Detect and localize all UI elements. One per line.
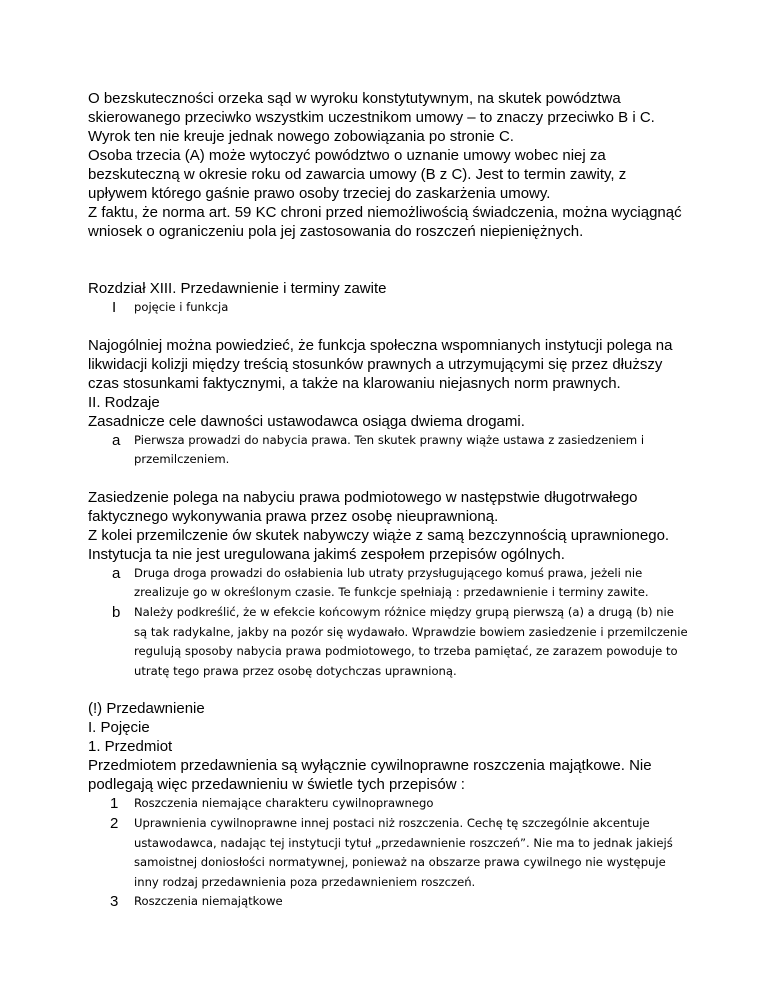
list-item-text: Uprawnienia cywilnoprawne innej postaci niż roszczenia. Cechę tę szczególnie akcentuje ustawodawca, nadając tej instytucji tytuł „przedawnienie roszczeń”. Nie ma to jednak jakiejś samoistnej doniosłości normatywnej, ponieważ na obszarze prawa cywilnego nie występuje inny rodzaj przedawnienia poza przedawnieniem roszczeń. (134, 815, 673, 889)
list-item-text: Należy podkreślić, że w efekcie końcowym różnice między grupą pierwszą (a) a drugą (b) nie są tak radykalne, jakby na pozór się wydawało. Wprawdzie bowiem zasiedzenie i przemilczenie regulują sposoby nabycia prawa podmiotowego, to trzeba pamiętać, ze zarazem powoduje to utratę tego prawa przez osobę dotychczas uprawnioną. (134, 604, 688, 678)
list-marker: 2 (110, 814, 119, 832)
list-item-text: pojęcie i funkcja (134, 300, 229, 314)
zasiedzenie-paragraph: Zasiedzenie polega na nabyciu prawa podmiotowego w następstwie długotrwałego faktycznego wykonywania prawa przez osobę nieuprawnioną. (88, 488, 638, 525)
list-item-numbered-3 (110, 892, 688, 912)
list-item-a-1 (112, 431, 688, 470)
limitation-subheading-1: I. Pojęcie (88, 719, 150, 737)
chapter-title: Rozdział XIII. Przedawnienie i terminy zawite (88, 280, 387, 297)
spacer (88, 241, 688, 279)
list-marker: a (112, 431, 121, 449)
limitation-heading: (!) Przedawnienie (88, 700, 205, 718)
list-item-numbered-2 (110, 814, 688, 892)
list-item-text: Roszczenia niemające charakteru cywilnoprawnego (134, 796, 434, 811)
list-marker: 3 (110, 893, 119, 911)
list-item-text: Pierwsza prowadzi do nabycia prawa. Ten skutek prawny wiąże ustawa z zasiedzeniem i przemilczeniem. (134, 432, 645, 467)
przemilczenie-paragraph-1: Z kolei przemilczenie ów skutek nabywczy wiąże z samą bezczynnością uprawnionego. (88, 526, 670, 544)
list-marker: 1 (110, 795, 119, 813)
list-marker: b (112, 603, 121, 621)
list-item-text: Druga droga prowadzi do osłabienia lub utraty przysługującego komuś prawa, jeżeli nie zrealizuje go w określonym czasie. Te funkcje spełniają : przedawnienie i terminy zawite. (134, 565, 649, 600)
list-item-text: Roszczenia niemajątkowe (134, 894, 283, 909)
subject-paragraph: Przedmiotem przedawnienia są wyłącznie cywilnoprawne roszczenia majątkowe. Nie podlegają więc przedawnieniu w świetle tych przepisów : (88, 757, 652, 794)
document-body (88, 89, 688, 912)
intro-paragraph-3: Z faktu, że norma art. 59 KC chroni przed niemożliwością świadczenia, można wyciągnąć wniosek o ograniczeniu pola jej zastosowania do roszczeń niepieniężnych. (88, 204, 682, 240)
list-item-a-2 (112, 564, 688, 603)
list-marker: a (112, 564, 121, 582)
function-paragraph: Najogólniej można powiedzieć, że funkcja społeczna wspomnianych instytucji polega na likwidacji kolizji między treścią stosunków prawnych a utrzymującymi się przez dłuższy czas stosunkami faktycznymi, a także na klarowaniu niejasnych norm prawnych. (88, 336, 673, 392)
przemilczenie-paragraph-2: Instytucja ta nie jest uregulowana jakimś zespołem przepisów ogólnych. (88, 545, 565, 563)
spacer (88, 681, 688, 699)
intro-paragraph-2: Osoba trzecia (A) może wytoczyć powództwo o uznanie umowy wobec niej za bezskuteczną w okresie roku od zawarcia umowy (B z C). Jest to termin zawity, z upływem którego gaśnie prawo osoby trzeciej do zaskarżenia umowy. (88, 147, 627, 202)
section-heading-rodzaje: II. Rodzaje (88, 393, 160, 411)
limitation-subheading-2: 1. Przedmiot (88, 738, 173, 756)
ways-paragraph: Zasadnicze cele dawności ustawodawca osiąga dwiema drogami. (88, 412, 525, 430)
spacer (88, 318, 688, 336)
intro-paragraph-1: O bezskuteczności orzeka sąd w wyroku konstytutywnym, na skutek powództwa skierowanego przeciwko wszystkim uczestnikom umowy – to znaczy przeciwko B i C. Wyrok ten nie kreuje jednak nowego zobowiązania po stronie C. (88, 90, 655, 145)
list-item-roman-1 (112, 298, 688, 318)
list-item-numbered-1 (110, 794, 688, 814)
list-item-b (112, 603, 688, 681)
spacer (88, 470, 688, 488)
list-marker: I (112, 299, 117, 316)
